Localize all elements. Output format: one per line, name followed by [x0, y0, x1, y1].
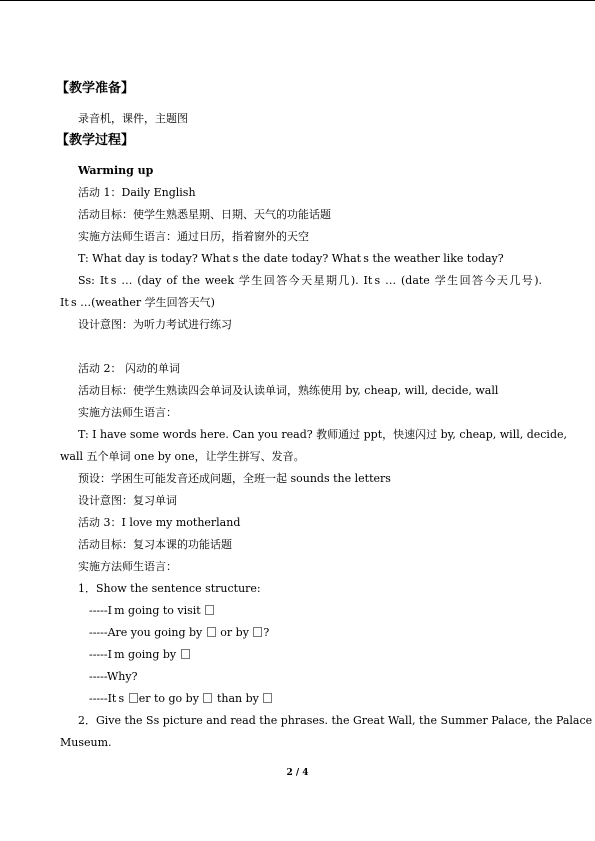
- step-2-line: 2．Give the Ss picture and read the phrases. the Great Wall, the Summer Palace, the Palace: [78, 714, 593, 727]
- sentence-text: -----Are you going by: [89, 626, 203, 639]
- blank-box: [253, 627, 262, 637]
- step-2-line-cont: Museum.: [60, 736, 112, 749]
- activity-1-title: 活动 1：Daily English: [78, 186, 196, 199]
- sentence-text: -----It s: [89, 692, 125, 705]
- blank-box: [181, 649, 190, 659]
- sentence-structure-line: [60, 644, 542, 666]
- sentence-text: ?: [263, 626, 270, 639]
- activity-1-students-line: Ss: It s … (day of the week 学生回答今天星期几). It s … (date 学生回答今天几号).: [78, 274, 542, 287]
- sentence-text: -----I m going by: [89, 648, 177, 661]
- page-number: 2 / 4: [286, 768, 309, 778]
- activity-1-design: 设计意图：为听力考试进行练习: [78, 318, 232, 331]
- blank-box: [207, 627, 216, 637]
- blank-box: [203, 693, 212, 703]
- activity-2-method: 实施方法师生语言：: [78, 406, 177, 419]
- blank-line: [60, 336, 542, 358]
- sentence-structure-line: [60, 622, 542, 644]
- activity-2-goal: 活动目标：使学生熟读四会单词及认读单词，熟练使用 by, cheap, will, decide, wall: [78, 384, 499, 397]
- activity-1-teacher-line: T: What day is today? What s the date today? What s the weather like today?: [78, 252, 504, 265]
- activity-2-title: 活动 2： 闪动的单词: [78, 362, 180, 375]
- header-rule: [0, 0, 595, 1]
- activity-2-prediction: 预设：学困生可能发音还成问题，全班一起 sounds the letters: [78, 472, 391, 485]
- warming-up-title: Warming up: [78, 164, 154, 177]
- activity-3-method: 实施方法师生语言：: [78, 560, 177, 573]
- sentence-structure-line: [60, 600, 542, 622]
- section-heading-process: 【教学过程】: [56, 133, 135, 148]
- sentence-text: er to go by: [138, 692, 199, 705]
- document-body: [56, 78, 593, 754]
- sentence-structure-line: [60, 688, 542, 710]
- sentence-text: than by: [216, 692, 259, 705]
- activity-3-title: 活动 3：I love my motherland: [78, 516, 241, 529]
- sentence-structure-line: [60, 666, 542, 688]
- step-1-title: 1．Show the sentence structure:: [78, 582, 261, 595]
- activity-1-goal: 活动目标：使学生熟悉星期、日期、天气的功能话题: [78, 208, 331, 221]
- sentence-text: or by: [220, 626, 249, 639]
- blank-box: [263, 693, 272, 703]
- sentence-text: -----I m going to visit: [89, 604, 201, 617]
- section-heading-preparation: 【教学准备】: [56, 81, 135, 96]
- activity-3-goal: 活动目标：复习本课的功能话题: [78, 538, 232, 551]
- activity-1-students-line-cont: It s …(weather 学生回答天气): [60, 296, 215, 309]
- preparation-text: 录音机，课件，主题图: [78, 112, 188, 125]
- blank-box: [129, 693, 138, 703]
- activity-1-method: 实施方法师生语言：通过日历，指着窗外的天空: [78, 230, 309, 243]
- sentence-text: -----Why?: [89, 670, 138, 683]
- activity-2-teacher-line-cont: wall 五个单词 one by one，让学生拼写、发音。: [60, 450, 305, 463]
- activity-2-teacher-line: T: I have some words here. Can you read? 教师通过 ppt，快速闪过 by, cheap, will, decide,: [78, 428, 567, 441]
- activity-2-design: 设计意图：复习单词: [78, 494, 177, 507]
- blank-box: [205, 605, 214, 615]
